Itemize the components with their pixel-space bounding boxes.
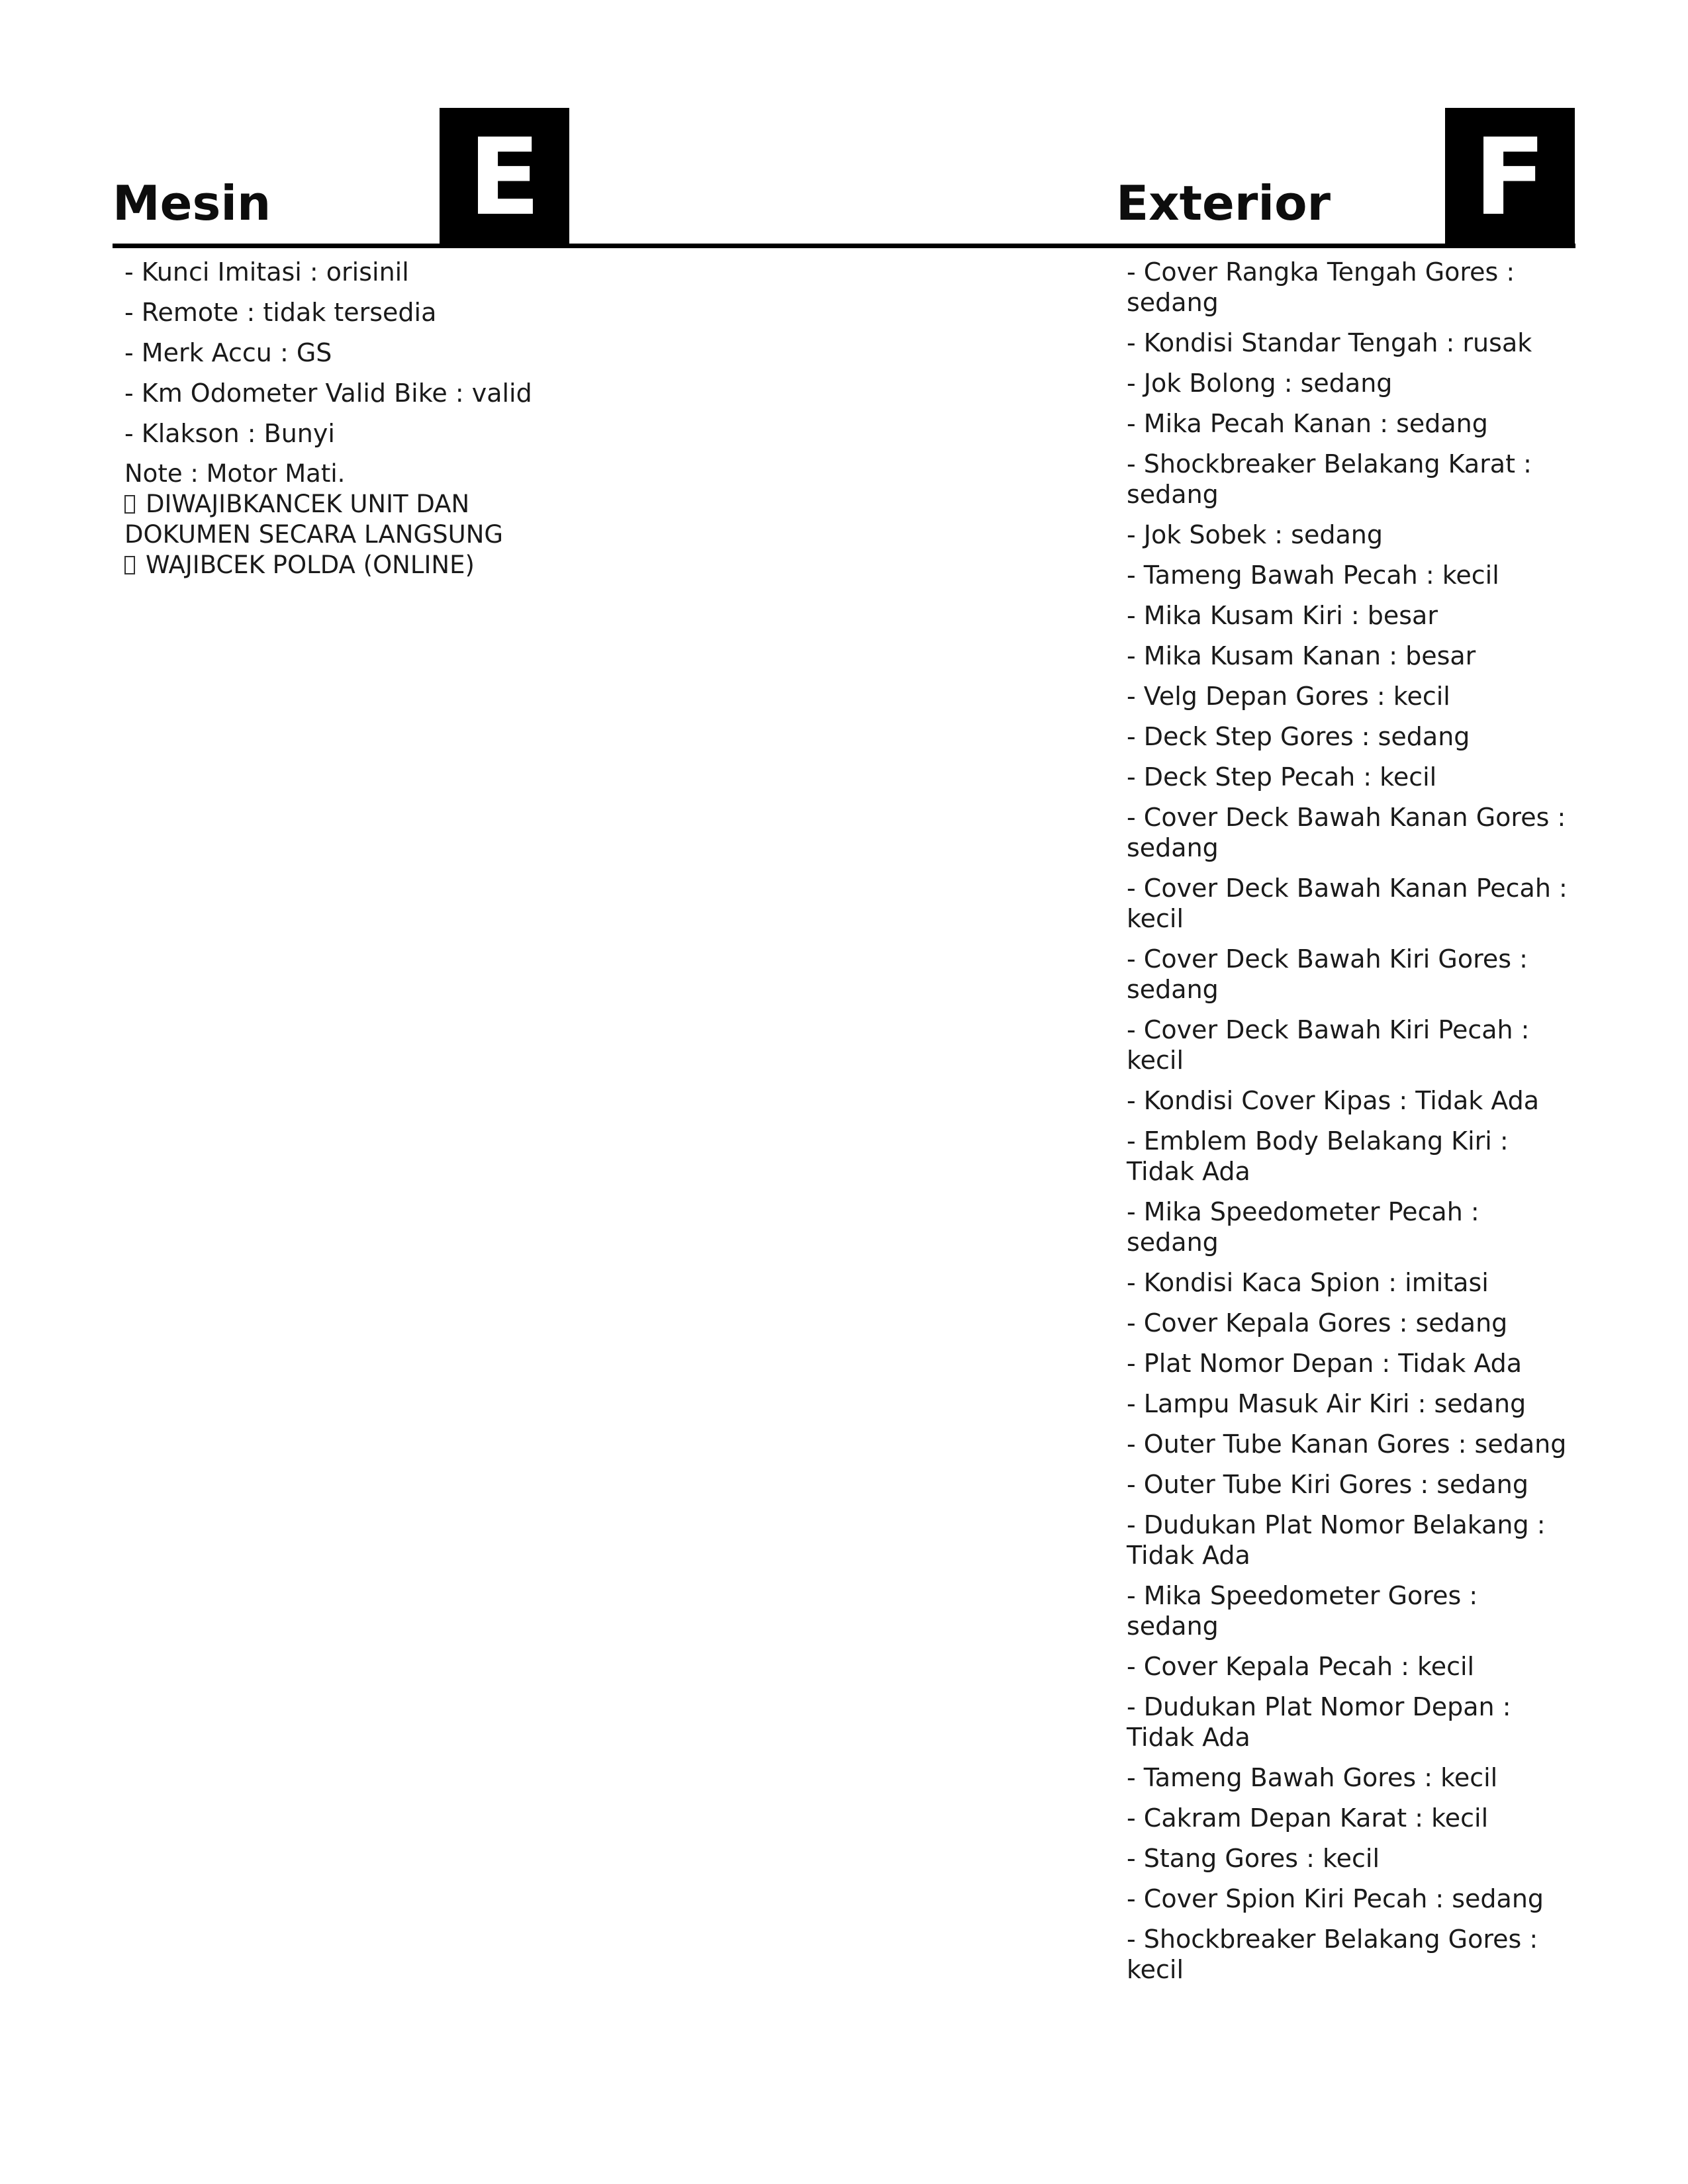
list-item: - Cover Deck Bawah Kanan Pecah : kecil: [1127, 874, 1568, 933]
list-item: - Plat Nomor Depan : Tidak Ada: [1127, 1349, 1523, 1378]
list-item: - Outer Tube Kiri Gores : sedang: [1127, 1470, 1529, 1499]
list-item: - Cover Deck Bawah Kiri Pecah : kecil: [1127, 1015, 1530, 1075]
missing-glyph-icon: [124, 556, 135, 574]
list-item: - Dudukan Plat Nomor Depan : Tidak Ada: [1127, 1692, 1511, 1752]
list-item: - Tameng Bawah Pecah : kecil: [1127, 561, 1499, 590]
list-item: - Deck Step Gores : sedang: [1127, 722, 1470, 751]
list-item: - Remote : tidak tersedia: [124, 298, 437, 327]
list-item: - Cover Deck Bawah Kanan Gores : sedang: [1127, 803, 1566, 862]
list-item: - Mika Kusam Kiri : besar: [1127, 601, 1438, 630]
note-line-warning: [124, 489, 575, 520]
note-line-warning: [124, 550, 575, 580]
section-title-exterior: Exterior: [1116, 175, 1331, 231]
missing-glyph-icon: [124, 495, 135, 514]
list-item: - Velg Depan Gores : kecil: [1127, 682, 1450, 711]
list-item: - Shockbreaker Belakang Gores : kecil: [1127, 1925, 1538, 1984]
list-item: - Stang Gores : kecil: [1127, 1844, 1380, 1873]
note-text: DIWAJIBKANCEK UNIT DAN: [146, 490, 470, 518]
list-item: - Kondisi Kaca Spion : imitasi: [1127, 1268, 1489, 1297]
list-item: - Lampu Masuk Air Kiri : sedang: [1127, 1389, 1526, 1418]
list-item: - Merk Accu : GS: [124, 338, 332, 367]
list-item: - Shockbreaker Belakang Karat : sedang: [1127, 449, 1532, 509]
list-item: - Cakram Depan Karat : kecil: [1127, 1803, 1489, 1833]
list-item: - Outer Tube Kanan Gores : sedang: [1127, 1430, 1567, 1459]
note-block: [124, 459, 575, 580]
list-item: - Klakson : Bunyi: [124, 419, 335, 448]
list-item: - Emblem Body Belakang Kiri : Tidak Ada: [1127, 1126, 1509, 1186]
list-item: - Jok Sobek : sedang: [1127, 520, 1383, 549]
list-item: - Deck Step Pecah : kecil: [1127, 762, 1437, 792]
list-item: - Mika Speedometer Pecah : sedang: [1127, 1197, 1479, 1257]
section-title-mesin: Mesin: [113, 175, 271, 231]
list-item: - Cover Rangka Tengah Gores : sedang: [1127, 257, 1515, 317]
list-item: - Kondisi Standar Tengah : rusak: [1127, 328, 1532, 357]
list-item: - Kunci Imitasi : orisinil: [124, 257, 409, 287]
mesin-item-list: [124, 257, 575, 580]
list-item: - Dudukan Plat Nomor Belakang : Tidak Ada: [1127, 1510, 1546, 1570]
header-divider: [113, 244, 1575, 248]
note-text: WAJIBCEK POLDA (ONLINE): [146, 551, 475, 579]
section-letter-badge-f: F: [1445, 108, 1575, 246]
list-item: - Mika Kusam Kanan : besar: [1127, 641, 1476, 670]
list-item: - Jok Bolong : sedang: [1127, 369, 1393, 398]
list-item: - Km Odometer Valid Bike : valid: [124, 379, 532, 408]
section-letter-badge-e: E: [440, 108, 569, 246]
note-line: DOKUMEN SECARA LANGSUNG: [124, 520, 504, 549]
list-item: - Cover Kepala Pecah : kecil: [1127, 1652, 1475, 1681]
list-item: - Mika Pecah Kanan : sedang: [1127, 409, 1488, 438]
list-item: - Tameng Bawah Gores : kecil: [1127, 1763, 1498, 1792]
exterior-item-list: [1127, 257, 1577, 1995]
list-item: - Cover Deck Bawah Kiri Gores : sedang: [1127, 944, 1528, 1004]
list-item: - Kondisi Cover Kipas : Tidak Ada: [1127, 1086, 1540, 1115]
note-line: Note : Motor Mati.: [124, 459, 346, 488]
list-item: - Mika Speedometer Gores : sedang: [1127, 1581, 1478, 1641]
list-item: - Cover Spion Kiri Pecah : sedang: [1127, 1884, 1544, 1913]
list-item: - Cover Kepala Gores : sedang: [1127, 1308, 1508, 1338]
